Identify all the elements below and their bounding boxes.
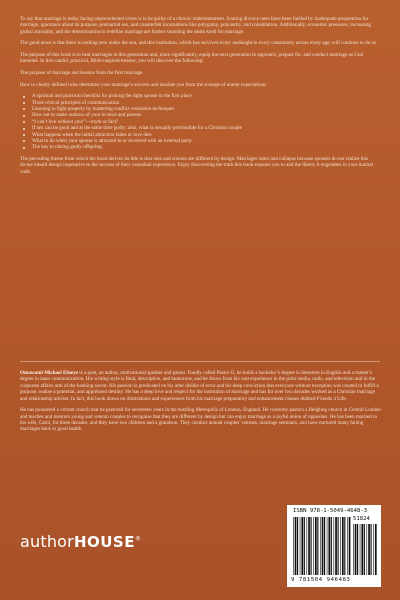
topic-list xyxy=(20,93,381,151)
bio-paragraph-2: He has pioneered a vibrant church that he pastored for seventeen years in the bustling Metropolis of London, England. He currently pastors a fledgling church in Central London and teaches and mentors young and veteran couples to recognise that they are different by design but can enjoy marriage as a joyful union of opposites. He has been married to his wife, Carol, for three decades, and they have two children and a grandson. They conduct annual couples’ retreats, marriage seminars, and have nurtured many failing marriages back to good health. xyxy=(20,407,381,433)
topic-list-item: How not to make outlaws of your in-laws and parents xyxy=(32,112,381,118)
isbn-label: ISBN 978-1-5049-4648-3 xyxy=(293,508,368,514)
barcode-block xyxy=(287,505,381,587)
publisher-logo xyxy=(20,532,141,551)
logo-author-text: author xyxy=(20,532,74,551)
topic-list-item: The key to raising godly offspring. xyxy=(32,144,381,150)
intro-paragraph-3: The purpose of this book is to heal marriages in this generation and, more significantly, equip the next generation to approach, prepare for, and conduct marriage as God intended. In this candid, practical, Bible-inspired treatise, you will discover the following: xyxy=(20,52,364,65)
price-addon-number: 51824 xyxy=(353,516,370,522)
topic-list-item: What to do when your spouse is attracted to or involved with an external party xyxy=(32,138,381,144)
author-name: Omawumi Michael Efueye xyxy=(20,370,79,376)
topic-list-item: What happens when the initial attraction fades or love dies xyxy=(32,132,381,138)
bio-paragraph-1 xyxy=(20,370,381,402)
intro-paragraph-4: The purpose of marriage and lessons from the first marriage xyxy=(20,70,143,76)
logo-house-text: HOUSE xyxy=(73,533,135,551)
intro-paragraph-1: To say that marriage is today facing unprecedented crises is to be guilty of a chronic understatement. Soaring divorce rates have been fuelled by inadequate preparation for marriage, ignorance about its purpose, premarital sex, and counterfeit incarnations like polygamy, polyandry, and cohabitation. Additionally, economic pressures, increasing global amorality, and the determination to redefine marriage are further sounding the death knell for marriage. xyxy=(20,16,371,35)
intro-paragraph-2: The good news is that there is nothing new under the sun, and this institution, which has survived every onslaught in every community across every age, will continue to do so. xyxy=(20,40,378,47)
section-divider xyxy=(20,361,380,362)
closing-paragraph: The pervading theme from which the book derives its title is that men and women are different by design. Marriages totter and collapse because spouses do not realize this divine inbuilt design imperative to the success of their connubial experience. Enjoy discovering the truth this book exposes you to and the liberty it engenders in your marital walk. xyxy=(20,156,374,175)
topic-list-item: Three critical principles of communication xyxy=(32,100,381,106)
topic-list-item: “I can’t live without you!”—myth or fact? xyxy=(32,119,381,125)
addon-barcode-icon xyxy=(353,524,377,575)
registered-mark: ® xyxy=(134,535,142,543)
author-bio xyxy=(20,370,381,438)
bio-paragraph-1-text: is a poet, an author, motivational speaker and pastor. Fondly called Pastor O, he holds a bachelor’s degree in literature in English and a master’s degree in mass communication. His writing style is fluid, descriptive, and humorous, and he draws from his vast experience in the print media, radio, and television and in the corporate affairs arm of the banking sector. His passion is predicated on his utter dislike of error and his deep conviction that everyone without exception was created to fulfill a purpose, realise a potential, and apprehend destiny. He has a deep love and respect for the institution of marriage and has for over two decades worked as a Christian marriage and relationship adviser. In fact, this book draws on illustrations and experiences from his marriage preparatory and enhancement classes dubbed Friends 4 Life. xyxy=(20,370,379,402)
ean-barcode-icon xyxy=(293,517,351,575)
topic-list-item: If sex can be good and at the same time godly; also, what is sexually permissible for a Christian couple xyxy=(32,125,381,131)
barcode-digits: 9 781504 946483 xyxy=(291,577,351,583)
book-description xyxy=(20,16,381,180)
intro-paragraph-5: How to clearly defined roles determine your marriage’s success and insulate you from the scourge of unmet expectations xyxy=(20,81,267,88)
topic-list-item: Learning to fight properly by mastering conflict resolution techniques xyxy=(32,106,381,112)
topic-list-item: A spiritual and practical checklist for picking the right spouse in the first place xyxy=(32,93,381,99)
